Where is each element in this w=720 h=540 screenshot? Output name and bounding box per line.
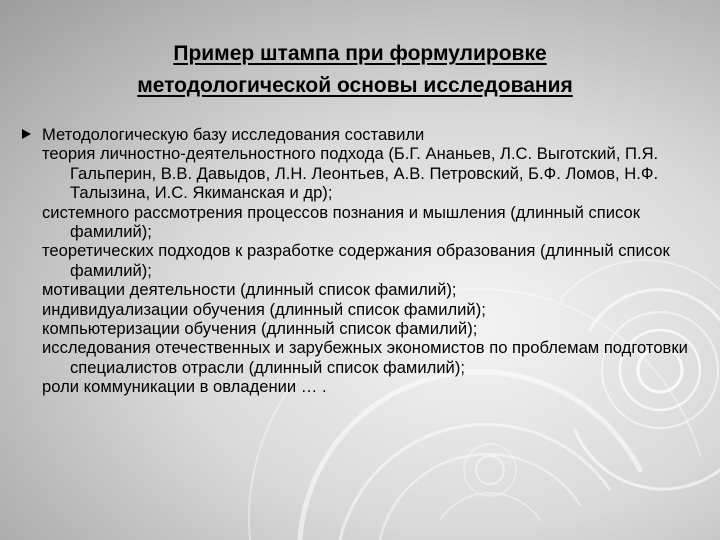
list-item: теория личностно-деятельностного подхода (Б.Г. Ананьев, Л.С. Выготский, П.Я. Гальперин, В.В. Давыдов, Л.Н. Леонтьев, А.В. Петровский, Б.Ф. Ломов, Н.Ф. Талызина, И.С. Якиманская и др); <box>42 144 659 203</box>
arrowhead-bullet-icon <box>22 129 31 139</box>
list-item: мотивации деятельности (длинный список фамилий); <box>42 280 457 300</box>
intro-text: Методологическую базу исследования составили <box>42 125 425 144</box>
list-item-intro <box>42 125 710 144</box>
list-item: теоретических подходов к разработке содержания образования (длинный список фамилий); <box>42 241 670 280</box>
title-line-1: Пример штампа при формулировке <box>173 42 547 65</box>
list-item: исследования отечественных и зарубежных экономистов по проблемам подготовки специалистов отрасли (длинный список фамилий); <box>42 338 688 377</box>
list-item: роли коммуникации в овладении … . <box>42 377 327 397</box>
title-line-2: методологической основы исследования <box>137 74 573 97</box>
list-item: системного рассмотрения процессов познания и мышления (длинный список фамилий); <box>42 202 641 242</box>
content-list <box>42 125 710 397</box>
slide-title <box>0 38 720 102</box>
list-item: компьютеризации обучения (длинный список фамилий); <box>42 319 478 339</box>
list-item: индивидуализации обучения (длинный список фамилий); <box>42 299 486 319</box>
